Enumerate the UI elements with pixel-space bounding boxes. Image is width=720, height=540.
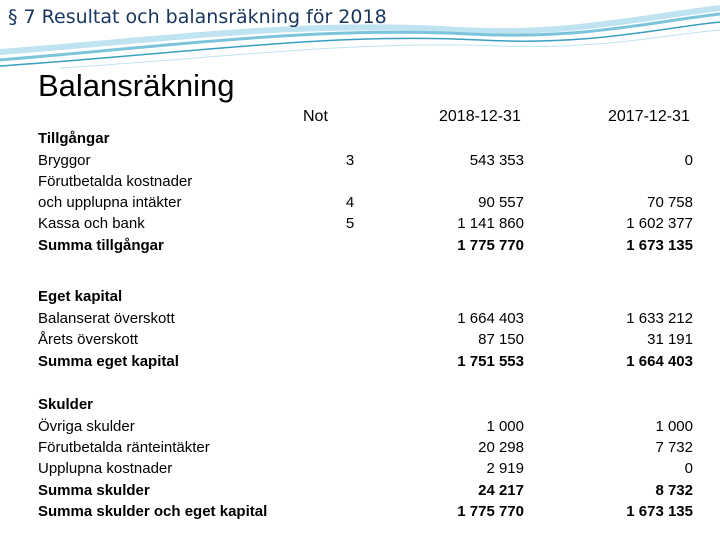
row-label: och upplupna intäkter xyxy=(38,194,182,211)
row-note: 5 xyxy=(345,215,355,232)
row-label: Summa tillgångar xyxy=(38,237,164,254)
value-2017: 8 732 xyxy=(655,482,693,499)
value-2018: 24 217 xyxy=(478,482,524,499)
row-label: Bryggor xyxy=(38,152,91,169)
row-label: Förutbetalda kostnader xyxy=(38,173,193,190)
column-header-note: Not xyxy=(303,108,328,125)
sum-row xyxy=(0,351,720,372)
value-2017: 1 602 377 xyxy=(626,215,693,232)
value-2017: 1 633 212 xyxy=(626,310,693,327)
table-row xyxy=(0,213,720,234)
row-note: 3 xyxy=(345,152,355,169)
value-2017: 1 000 xyxy=(655,418,693,435)
row-label: Övriga skulder xyxy=(38,418,135,435)
sum-row xyxy=(0,480,720,501)
value-2018: 1 775 770 xyxy=(457,237,524,254)
row-label: Förutbetalda ränteintäkter xyxy=(38,439,210,456)
table-row xyxy=(0,150,720,171)
value-2017: 1 673 135 xyxy=(626,237,693,254)
value-2018: 20 298 xyxy=(478,439,524,456)
table-row xyxy=(0,458,720,479)
row-label: Summa eget kapital xyxy=(38,353,179,370)
row-label: Eget kapital xyxy=(38,288,123,305)
column-header-2017: 2017-12-31 xyxy=(608,108,690,125)
value-2017: 70 758 xyxy=(647,194,693,211)
section-heading-row xyxy=(0,128,720,149)
value-2017: 0 xyxy=(684,152,693,169)
value-2017: 1 664 403 xyxy=(626,353,693,370)
value-2017: 1 673 135 xyxy=(626,503,693,520)
value-2018: 1 775 770 xyxy=(457,503,524,520)
row-label: Upplupna kostnader xyxy=(38,460,173,477)
value-2018: 1 000 xyxy=(486,418,524,435)
value-2018: 2 919 xyxy=(486,460,524,477)
column-header-2018: 2018-12-31 xyxy=(439,108,521,125)
table-row xyxy=(0,308,720,329)
row-label: Summa skulder xyxy=(38,482,150,499)
value-2018: 543 353 xyxy=(469,152,524,169)
row-label: Balanserat överskott xyxy=(38,310,175,327)
value-2018: 87 150 xyxy=(478,331,524,348)
value-2017: 0 xyxy=(684,460,693,477)
value-2018: 1 664 403 xyxy=(457,310,524,327)
sum-row xyxy=(0,501,720,522)
table-row xyxy=(0,329,720,350)
table-row xyxy=(0,192,720,213)
value-2017: 31 191 xyxy=(647,331,693,348)
value-2018: 1 141 860 xyxy=(457,215,524,232)
table-row xyxy=(0,437,720,458)
row-label: Kassa och bank xyxy=(38,215,145,232)
section-title: § 7 Resultat och balansräkning för 2018 xyxy=(8,6,387,28)
table-row xyxy=(0,171,720,192)
row-label: Tillgångar xyxy=(38,130,110,147)
row-note: 4 xyxy=(345,194,355,211)
value-2018: 1 751 553 xyxy=(457,353,524,370)
row-label: Årets överskott xyxy=(38,331,139,348)
sum-row xyxy=(0,235,720,256)
section-heading-row xyxy=(0,394,720,415)
page-title: Balansräkning xyxy=(38,68,235,103)
value-2018: 90 557 xyxy=(478,194,524,211)
section-heading-row xyxy=(0,286,720,307)
row-label: Skulder xyxy=(38,396,94,413)
table-row xyxy=(0,416,720,437)
row-label: Summa skulder och eget kapital xyxy=(38,503,268,520)
value-2017: 7 732 xyxy=(655,439,693,456)
